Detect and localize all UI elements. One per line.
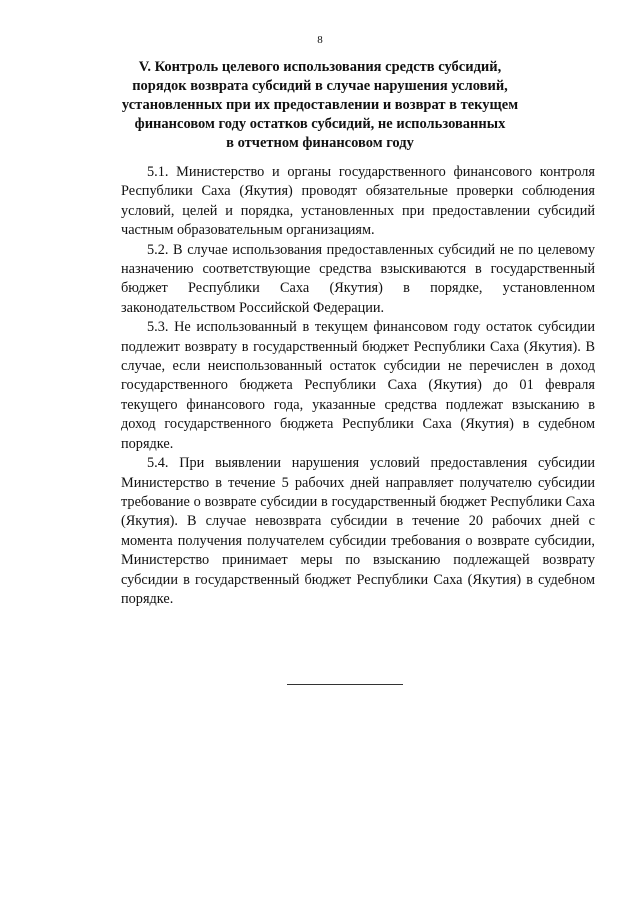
paragraph-5-4: 5.4. При выявлении нарушения условий предоставления субсидии Министерство в течение 5 рабочих дней направляет получателю субсидии требование о возврате субсидии в государственный бюджет Республики Саха (Якутия). В случае невозврата субсидии в течение 20 рабочих дней с момента получения получателем субсидии требования о возврате субсидии, Министерство принимает меры по взысканию подлежащей возврату субсидии в государственный бюджет Республики Саха (Якутия) в судебном порядке. [121, 455, 595, 607]
section-heading-line: установленных при их предоставлении и возврат в текущем [121, 97, 519, 113]
paragraph-5-1: 5.1. Министерство и органы государственного финансового контроля Республики Саха (Якутия) проводят обязательные проверки соблюдения условий, целей и порядка, установленных при предоставлении субсидий частным образовательным организациям. [121, 164, 595, 239]
section-heading-line: V. Контроль целевого использования средств субсидий, [138, 59, 502, 75]
section-heading [110, 58, 530, 153]
paragraph-5-3: 5.3. Не использованный в текущем финансовом году остаток субсидии подлежит возврату в государственный бюджет Республики Саха (Якутия). В случае, если неиспользованный остаток субсидии не перечислен в доход государственного бюджета Республики Саха (Якутия) до 01 февраля текущего финансового года, указанные средства подлежат взысканию в доход государственного бюджета Республики Саха (Якутия) в судебном порядке. [121, 319, 595, 452]
section-heading-line: в отчетном финансовом году [226, 135, 414, 151]
section-heading-line: порядок возврата субсидий в случае нарушения условий, [132, 78, 508, 94]
section-heading-line: финансовом году остатков субсидий, не использованных [134, 116, 506, 132]
paragraph-5-2: 5.2. В случае использования предоставленных субсидий не по целевому назначению соответствующие средства взыскиваются в государственный бюджет Республики Саха (Якутия) в порядке, установленном законодательством Российской Федерации. [121, 241, 595, 316]
end-divider [287, 684, 403, 685]
document-body [121, 163, 595, 609]
page-number: 8 [317, 34, 323, 46]
